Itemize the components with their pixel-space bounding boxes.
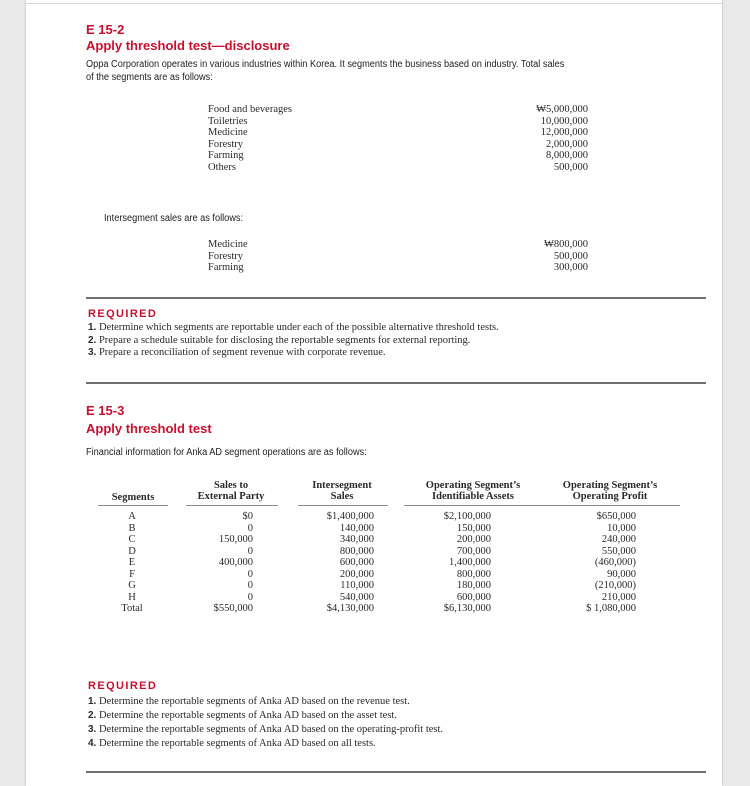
exercise-intro-e15-2: [86, 58, 693, 84]
list-item: [208, 162, 588, 174]
table-cell: B: [128, 522, 136, 534]
intersegment-sales-list: [208, 239, 588, 274]
table-cell: 540,000: [339, 591, 374, 603]
table-cell: 0: [247, 522, 253, 534]
item-text: Determine which segments are reportable under each of the possible alternative threshold tests.: [98, 322, 499, 333]
sales-name: Others: [208, 161, 236, 173]
table-cell: 240,000: [601, 534, 636, 545]
col-header-segments: Segments: [111, 492, 155, 503]
header-line: Intersegment: [312, 480, 372, 491]
sales-amount: 2,000,000: [546, 138, 588, 150]
required-item: [88, 347, 499, 360]
list-item: [208, 104, 588, 116]
table-cell: 200,000: [339, 568, 374, 580]
required-list-e15-2: [88, 322, 499, 360]
segment-sales-list: [208, 104, 588, 173]
item-number: 1.: [88, 696, 97, 707]
required-list-e15-3: [88, 695, 443, 751]
header-line: Operating Segment’s: [425, 480, 521, 491]
intro-line-2: of the segments are as follows:: [86, 72, 213, 83]
required-heading-e15-2: REQUIRED: [88, 308, 158, 320]
table-cell: F: [129, 568, 135, 580]
intersegment-intro: Intersegment sales are as follows:: [104, 213, 244, 224]
table-cell: 140,000: [339, 522, 374, 534]
table-cell: 0: [247, 568, 253, 580]
sales-name: Farming: [208, 150, 244, 161]
profit-column: [558, 511, 636, 615]
exercise-intro-e15-3: Financial information for Anka AD segment operations are as follows:: [86, 447, 367, 458]
table-cell-total: Total: [121, 603, 143, 614]
table-cell: $2,100,000: [443, 511, 491, 522]
table-cell: $0: [242, 511, 253, 522]
table-cell: 340,000: [339, 534, 374, 545]
item-number: 4.: [88, 738, 97, 749]
table-cell: D: [128, 545, 136, 557]
sales-name: Forestry: [208, 138, 243, 150]
exercise-title-e15-3: Apply threshold test: [86, 421, 212, 436]
table-cell-total: $ 1,080,000: [586, 603, 636, 614]
table-cell: A: [128, 511, 136, 522]
col-header-profit: [539, 480, 681, 502]
item-number: 3.: [88, 724, 97, 735]
exercise-title-e15-2: Apply threshold test—disclosure: [86, 38, 290, 53]
table-cell: 10,000: [607, 522, 636, 534]
header-line: Identifiable Assets: [432, 491, 514, 502]
required-item: [88, 723, 443, 737]
item-text: Determine the reportable segments of Anka AD based on the asset test.: [98, 710, 397, 721]
list-item: [208, 239, 588, 251]
header-underline: [298, 505, 388, 506]
table-cell: H: [128, 591, 136, 603]
interseg-amount: 500,000: [553, 250, 588, 262]
list-item: [208, 262, 588, 274]
table-cell: $650,000: [596, 511, 636, 522]
sales-amount: ₩5,000,000: [536, 104, 588, 115]
sales-name: Toiletries: [208, 115, 248, 127]
table-cell: (210,000): [594, 580, 636, 591]
item-text: Prepare a reconciliation of segment revenue with corporate revenue.: [98, 347, 386, 358]
list-item: [208, 150, 588, 162]
table-cell: 1,400,000: [449, 557, 491, 568]
exercise-id-e15-3: E 15-3: [86, 403, 125, 418]
col-header-sales: [181, 480, 281, 502]
interseg-amount: 300,000: [553, 262, 588, 273]
section-divider: [86, 771, 706, 773]
table-cell: 210,000: [601, 591, 636, 603]
intersegment-column: [304, 511, 374, 615]
item-text: Determine the reportable segments of Anka AD based on the operating-profit test.: [98, 724, 444, 735]
table-cell: 90,000: [607, 568, 636, 580]
table-cell: 800,000: [339, 545, 374, 557]
sales-name: Food and beverages: [208, 104, 292, 115]
document-page: [26, 0, 722, 786]
table-cell: 0: [247, 591, 253, 603]
sales-amount: 8,000,000: [546, 150, 588, 161]
item-text: Determine the reportable segments of Anka AD based on all tests.: [98, 738, 376, 749]
header-underline: [542, 505, 680, 506]
table-cell: E: [128, 557, 136, 568]
sales-amount: 10,000,000: [540, 115, 588, 127]
section-divider: [86, 382, 706, 384]
table-cell: 800,000: [456, 568, 491, 580]
list-item: [208, 139, 588, 151]
top-divider: [26, 3, 722, 4]
header-underline: [98, 505, 168, 506]
table-cell: 600,000: [456, 591, 491, 603]
header-line: Sales: [330, 491, 354, 502]
header-underline: [404, 505, 542, 506]
table-cell: G: [128, 580, 136, 591]
item-text: Prepare a schedule suitable for disclosing the reportable segments for external reporting.: [98, 334, 471, 346]
item-number: 1.: [88, 322, 97, 333]
table-cell: 150,000: [218, 534, 253, 545]
interseg-amount: ₩800,000: [543, 239, 588, 250]
item-number: 2.: [88, 334, 97, 346]
list-item: [208, 251, 588, 263]
segments-column: [98, 511, 166, 615]
required-heading-e15-3: REQUIRED: [88, 680, 158, 692]
table-cell: $1,400,000: [326, 511, 374, 522]
interseg-name: Medicine: [208, 239, 248, 250]
header-underline: [186, 505, 278, 506]
required-item: [88, 335, 499, 348]
table-cell: C: [128, 534, 136, 545]
required-item: [88, 695, 443, 709]
sales-column: [196, 511, 253, 615]
sales-amount: 12,000,000: [540, 127, 588, 138]
sales-name: Medicine: [208, 127, 248, 138]
table-cell: 200,000: [456, 534, 491, 545]
list-item: [208, 116, 588, 128]
table-cell: 180,000: [456, 580, 491, 591]
table-cell: 0: [247, 545, 253, 557]
list-item: [208, 127, 588, 139]
header-line: Operating Profit: [572, 491, 648, 502]
col-header-assets: [402, 480, 544, 502]
intro-line-1: Oppa Corporation operates in various industries within Korea. It segments the business based on industry. Total sales: [86, 59, 565, 70]
exercise-id-e15-2: E 15-2: [86, 22, 125, 37]
required-item: [88, 737, 443, 751]
table-cell: 400,000: [218, 557, 253, 568]
item-text: Determine the reportable segments of Anka AD based on the revenue test.: [98, 696, 410, 707]
assets-column: [421, 511, 491, 615]
table-cell: 0: [247, 580, 253, 591]
interseg-name: Forestry: [208, 250, 243, 262]
table-cell: (460,000): [594, 557, 636, 568]
header-line: External Party: [197, 491, 265, 502]
interseg-name: Farming: [208, 262, 244, 273]
required-item: [88, 322, 499, 335]
required-item: [88, 709, 443, 723]
item-number: 2.: [88, 710, 97, 721]
table-cell: 550,000: [601, 545, 636, 557]
item-number: 3.: [88, 347, 97, 358]
sales-amount: 500,000: [553, 161, 588, 173]
table-cell-total: $4,130,000: [326, 603, 374, 614]
table-cell: 150,000: [456, 522, 491, 534]
table-cell-total: $550,000: [213, 603, 253, 614]
table-cell: 600,000: [339, 557, 374, 568]
table-cell-total: $6,130,000: [443, 603, 491, 614]
table-cell: 110,000: [340, 580, 374, 591]
header-line: Operating Segment’s: [562, 480, 658, 491]
table-cell: 700,000: [456, 545, 491, 557]
col-header-intersegment: [294, 480, 390, 502]
section-divider: [86, 297, 706, 299]
header-line: Sales to: [213, 480, 249, 491]
